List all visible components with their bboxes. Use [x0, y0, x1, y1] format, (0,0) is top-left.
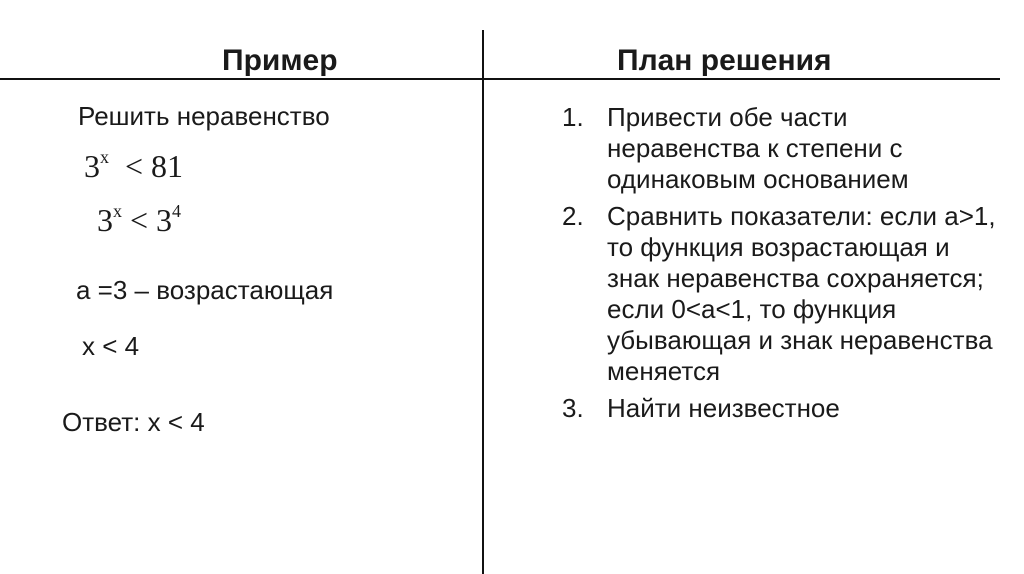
task-text: Решить неравенство: [78, 101, 330, 131]
step-number: 2.: [562, 201, 584, 231]
base-note: a =3 – возрастающая: [76, 275, 334, 305]
header-divider: [0, 78, 1000, 80]
column-divider: [482, 30, 484, 574]
plan-step: [562, 201, 1002, 387]
inequality-original: 3$^x$ < 81: [84, 147, 184, 184]
step-text: Привести обе части неравенства к степени с одинаковым основанием: [607, 102, 909, 194]
plan-step: [562, 102, 1002, 195]
plan-header: План решения: [617, 44, 832, 77]
inequality-same-base: $3^x < 3^4$: [97, 201, 182, 238]
example-header: Пример: [222, 44, 338, 77]
step-number: 1.: [562, 102, 584, 132]
result-text: x < 4: [82, 331, 140, 361]
step-text: Найти неизвестное: [607, 393, 840, 423]
plan-steps: [562, 102, 1002, 430]
plan-step: [562, 393, 1002, 424]
answer-text: Ответ: x < 4: [62, 407, 205, 437]
step-number: 3.: [562, 393, 584, 423]
step-text: Сравнить показатели: если а>1, то функция возрастающая и знак неравенства сохраняется; если 0<а<1, то функция убывающая и знак неравенства меняется: [607, 201, 996, 386]
